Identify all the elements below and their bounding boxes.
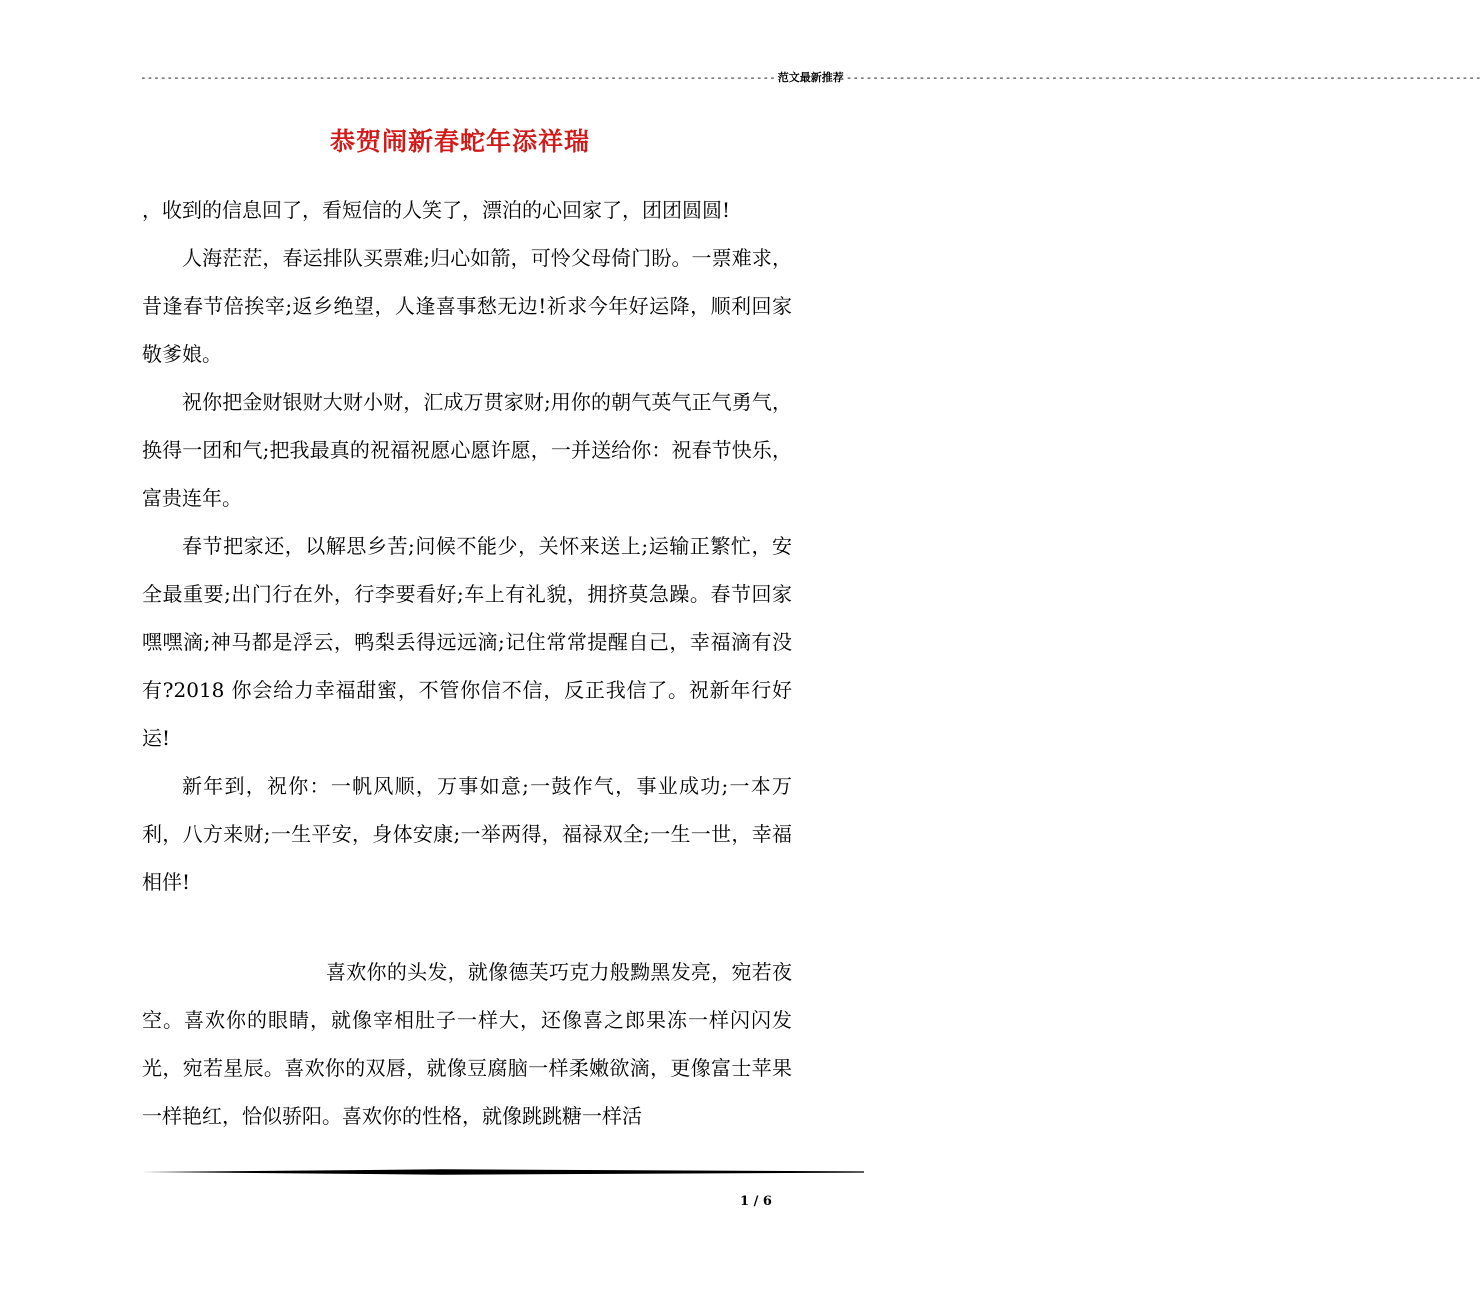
- document-title: 恭贺闹新春蛇年添祥瑞: [329, 127, 590, 156]
- paragraph-5: 新年到，祝你：一帆风顺，万事如意;一鼓作气，事业成功;一本万利，八方来财;一生平安，身体安康;一举两得，福禄双全;一生一世，幸福相伴!: [142, 774, 792, 894]
- footer-rule: [142, 1169, 864, 1175]
- paragraph-3: 祝你把金财银财大财小财，汇成万贯家财;用你的朝气英气正气勇气，换得一团和气;把我最真的祝福祝愿心愿许愿，一并送给你：祝春节快乐，富贵连年。: [142, 390, 792, 510]
- page-header: [140, 68, 1482, 88]
- paragraph-4: 春节把家还，以解思乡苦;问候不能少，关怀来送上;运输正繁忙，安全最重要;出门行在外，行李要看好;车上有礼貌，拥挤莫急躁。春节回家嘿嘿滴;神马都是浮云，鸭梨丢得远远滴;记住常常提醒自己，幸福滴有没有?2018 你会给力幸福甜蜜，不管你信不信，反正我信了。祝新年行好运!: [142, 534, 792, 750]
- paragraph-2: 人海茫茫，春运排队买票难;归心如箭，可怜父母倚门盼。一票难求，昔逢春节倍挨宰;返乡绝望，人逢喜事愁无边!祈求今年好运降，顺利回家敬爹娘。: [142, 246, 792, 366]
- paragraph-6: 喜欢你的头发，就像德芙巧克力般黝黑发亮，宛若夜空。喜欢你的眼睛，就像宰相肚子一样大，还像喜之郎果冻一样闪闪发光，宛若星辰。喜欢你的双唇，就像豆腐脑一样柔嫩欲滴，更像富士苹果一样艳红，恰似骄阳。喜欢你的性格，就像跳跳糖一样活: [142, 960, 792, 1128]
- page-number: 1 / 6: [740, 1194, 772, 1209]
- document-body: [142, 186, 792, 1140]
- header-dashes-right: ------------------------------------------------------------------------------------------------: [845, 71, 1482, 84]
- paragraph-gap: [142, 906, 792, 948]
- header-dashes-left: ------------------------------------------------------------------------------------------------: [140, 71, 776, 84]
- header-label: 范文最新推荐: [777, 71, 844, 84]
- paragraph-1: ，收到的信息回了，看短信的人笑了，漂泊的心回家了，团团圆圆!: [142, 198, 731, 222]
